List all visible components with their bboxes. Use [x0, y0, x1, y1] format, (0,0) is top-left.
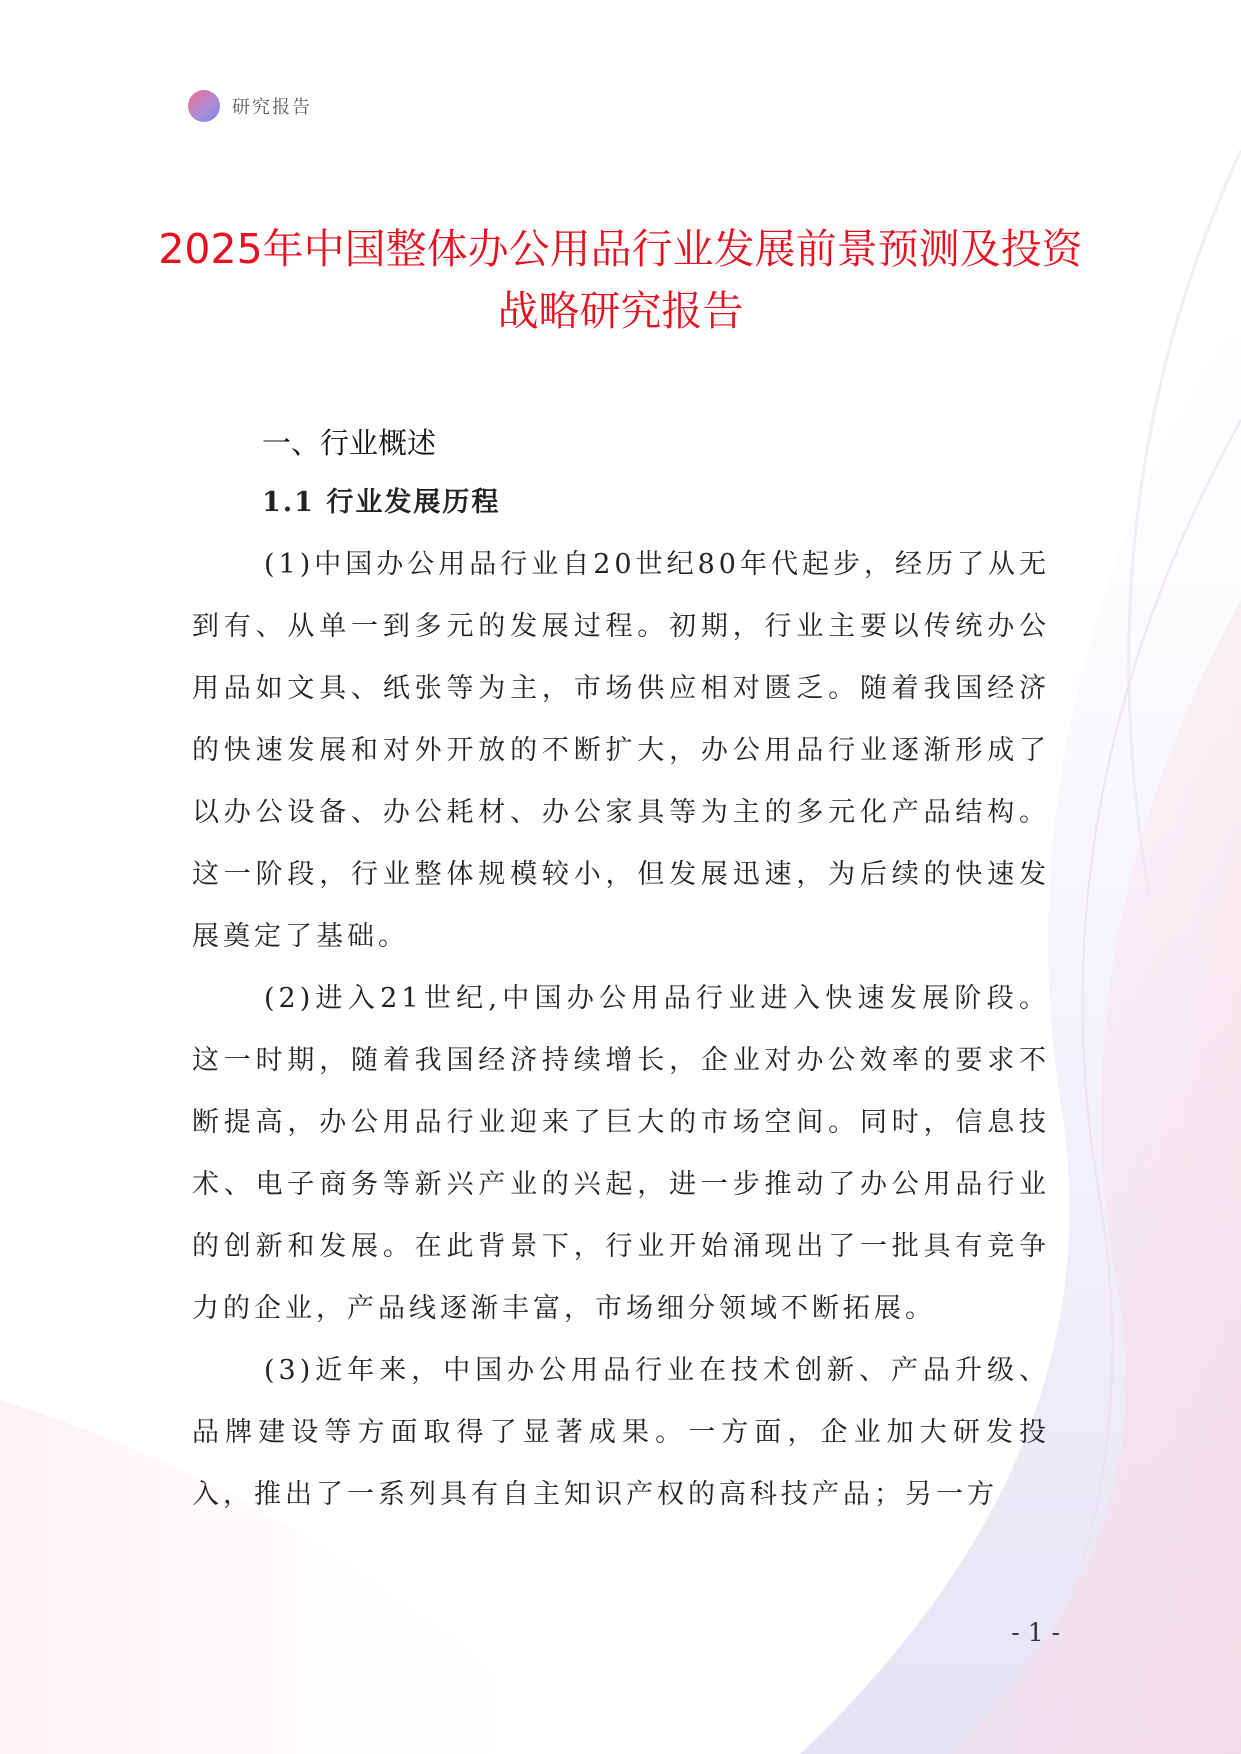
logo-circle-icon [188, 90, 220, 122]
header [188, 89, 312, 123]
subsection-heading: 1.1 行业发展历程 [262, 487, 501, 518]
section-heading: 一、行业概述 [262, 426, 437, 460]
page-number: - 1 - [1011, 1618, 1060, 1647]
paragraph: (3)近年来，中国办公用品行业在技术创新、产品升级、品牌建设等方面取得了显著成果。一方面，企业加大研发投入，推出了一系列具有自主知识产权的高科技产品；另一方 [192, 1355, 1050, 1510]
report-body [192, 414, 1050, 1526]
report-title: 2025年中国整体办公用品行业发展前景预测及投资战略研究报告 [158, 225, 1083, 335]
paragraph: (2)进入21世纪,中国办公用品行业进入快速发展阶段。这一时期，随着我国经济持续增长，企业对办公效率的要求不断提高，办公用品行业迎来了巨大的市场空间。同时，信息技术、电子商务等新兴产业的兴起，进一步推动了办公用品行业的创新和发展。在此背景下，行业开始涌现出了一批具有竞争力的企业，产品线逐渐丰富，市场细分领域不断拓展。 [192, 983, 1050, 1324]
paragraph: (1)中国办公用品行业自20世纪80年代起步，经历了从无到有、从单一到多元的发展过程。初期，行业主要以传统办公用品如文具、纸张等为主，市场供应相对匮乏。随着我国经济的快速发展和对外开放的不断扩大，办公用品行业逐渐形成了以办公设备、办公耗材、办公家具等为主的多元化产品结构。这一阶段，行业整体规模较小，但发展迅速，为后续的快速发展奠定了基础。 [192, 549, 1050, 952]
header-label: 研究报告 [232, 97, 312, 118]
